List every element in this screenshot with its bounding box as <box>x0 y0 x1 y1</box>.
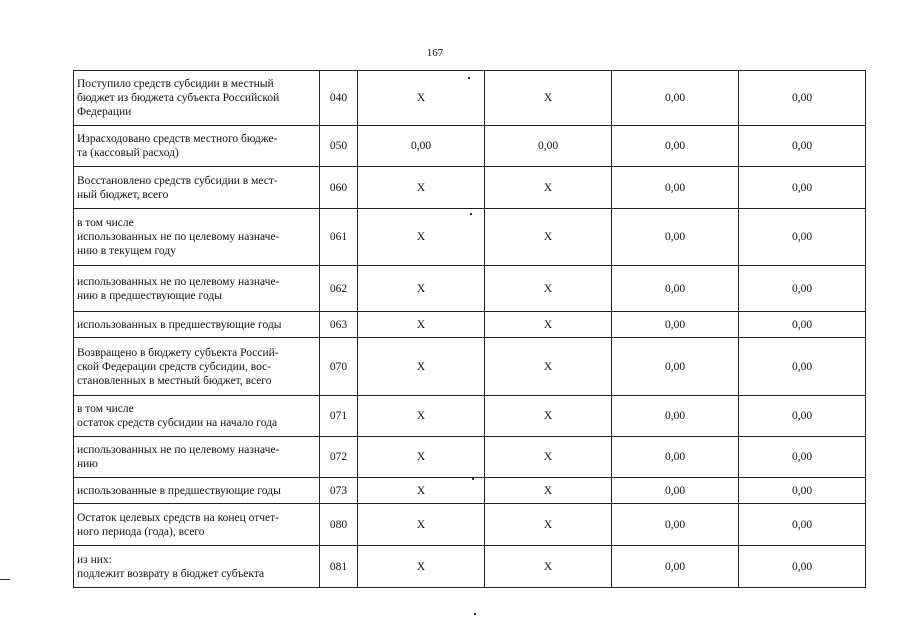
row-name-cell: Остаток целевых средств на конец отчет- ного периода (года), всего <box>74 504 320 546</box>
value-cell-1: X <box>358 338 485 396</box>
row-name-cell: Возвращено в бюджету субъекта Россий- ской Федерации средств субсидии, вос- становленных в местный бюджет, всего <box>74 338 320 396</box>
value-cell-4: 0,00 <box>739 437 866 478</box>
row-name-cell: использованных не по целевому назначе- нию в предшествующие годы <box>74 266 320 312</box>
value-cell-4: 0,00 <box>739 167 866 209</box>
row-name-cell: в том числе остаток средств субсидии на начало года <box>74 396 320 437</box>
table-row <box>74 312 866 338</box>
table-row <box>74 546 866 588</box>
value-cell-3: 0,00 <box>612 478 739 504</box>
row-name-cell: использованных в предшествующие годы <box>74 312 320 338</box>
value-cell-3: 0,00 <box>612 546 739 588</box>
table-row <box>74 167 866 209</box>
row-name-cell: Израсходовано средств местного бюдже- та (кассовый расход) <box>74 126 320 167</box>
table-row <box>74 437 866 478</box>
scan-speck <box>474 613 476 615</box>
row-code-cell: 072 <box>320 437 358 478</box>
value-cell-1: X <box>358 209 485 266</box>
value-cell-4: 0,00 <box>739 396 866 437</box>
value-cell-2: X <box>485 266 612 312</box>
value-cell-1: X <box>358 312 485 338</box>
value-cell-2: X <box>485 546 612 588</box>
value-cell-3: 0,00 <box>612 266 739 312</box>
value-cell-2: X <box>485 504 612 546</box>
value-cell-2: X <box>485 71 612 126</box>
value-cell-2: X <box>485 338 612 396</box>
report-table-body <box>74 71 866 588</box>
row-code-cell: 060 <box>320 167 358 209</box>
value-cell-2: X <box>485 396 612 437</box>
value-cell-1: X <box>358 396 485 437</box>
table-row <box>74 338 866 396</box>
value-cell-2: X <box>485 437 612 478</box>
value-cell-4: 0,00 <box>739 266 866 312</box>
value-cell-2: X <box>485 167 612 209</box>
value-cell-3: 0,00 <box>612 71 739 126</box>
value-cell-1: X <box>358 167 485 209</box>
value-cell-1: X <box>358 266 485 312</box>
value-cell-3: 0,00 <box>612 312 739 338</box>
row-code-cell: 073 <box>320 478 358 504</box>
row-code-cell: 071 <box>320 396 358 437</box>
value-cell-4: 0,00 <box>739 71 866 126</box>
table-row <box>74 396 866 437</box>
value-cell-3: 0,00 <box>612 437 739 478</box>
scan-speck <box>468 77 470 79</box>
value-cell-4: 0,00 <box>739 126 866 167</box>
row-code-cell: 040 <box>320 71 358 126</box>
value-cell-1: 0,00 <box>358 126 485 167</box>
table-row <box>74 209 866 266</box>
scan-speck <box>472 478 474 480</box>
table-row <box>74 478 866 504</box>
row-code-cell: 070 <box>320 338 358 396</box>
row-name-cell: Поступило средств субсидии в местный бюджет из бюджета субъекта Российской Федерации <box>74 71 320 126</box>
value-cell-1: X <box>358 71 485 126</box>
value-cell-3: 0,00 <box>612 126 739 167</box>
report-table <box>73 70 866 588</box>
value-cell-4: 0,00 <box>739 478 866 504</box>
table-row <box>74 126 866 167</box>
margin-mark <box>0 579 10 580</box>
value-cell-3: 0,00 <box>612 504 739 546</box>
row-code-cell: 062 <box>320 266 358 312</box>
value-cell-1: X <box>358 478 485 504</box>
row-code-cell: 050 <box>320 126 358 167</box>
value-cell-2: 0,00 <box>485 126 612 167</box>
value-cell-3: 0,00 <box>612 396 739 437</box>
table-row <box>74 504 866 546</box>
row-code-cell: 063 <box>320 312 358 338</box>
value-cell-3: 0,00 <box>612 167 739 209</box>
row-code-cell: 061 <box>320 209 358 266</box>
value-cell-3: 0,00 <box>612 338 739 396</box>
value-cell-1: X <box>358 546 485 588</box>
row-name-cell: в том числе использованных не по целевому назначе- нию в текущем году <box>74 209 320 266</box>
row-name-cell: использованные в предшествующие годы <box>74 478 320 504</box>
value-cell-4: 0,00 <box>739 546 866 588</box>
value-cell-4: 0,00 <box>739 312 866 338</box>
value-cell-2: X <box>485 478 612 504</box>
row-name-cell: использованных не по целевому назначе- нию <box>74 437 320 478</box>
row-code-cell: 080 <box>320 504 358 546</box>
row-name-cell: Восстановлено средств субсидии в мест- ный бюджет, всего <box>74 167 320 209</box>
value-cell-4: 0,00 <box>739 338 866 396</box>
value-cell-2: X <box>485 209 612 266</box>
table-row <box>74 266 866 312</box>
value-cell-4: 0,00 <box>739 209 866 266</box>
value-cell-1: X <box>358 437 485 478</box>
value-cell-1: X <box>358 504 485 546</box>
value-cell-4: 0,00 <box>739 504 866 546</box>
page-number: 167 <box>426 47 444 59</box>
row-name-cell: из них: подлежит возврату в бюджет субъекта <box>74 546 320 588</box>
row-code-cell: 081 <box>320 546 358 588</box>
scan-speck <box>470 213 472 215</box>
value-cell-2: X <box>485 312 612 338</box>
value-cell-3: 0,00 <box>612 209 739 266</box>
